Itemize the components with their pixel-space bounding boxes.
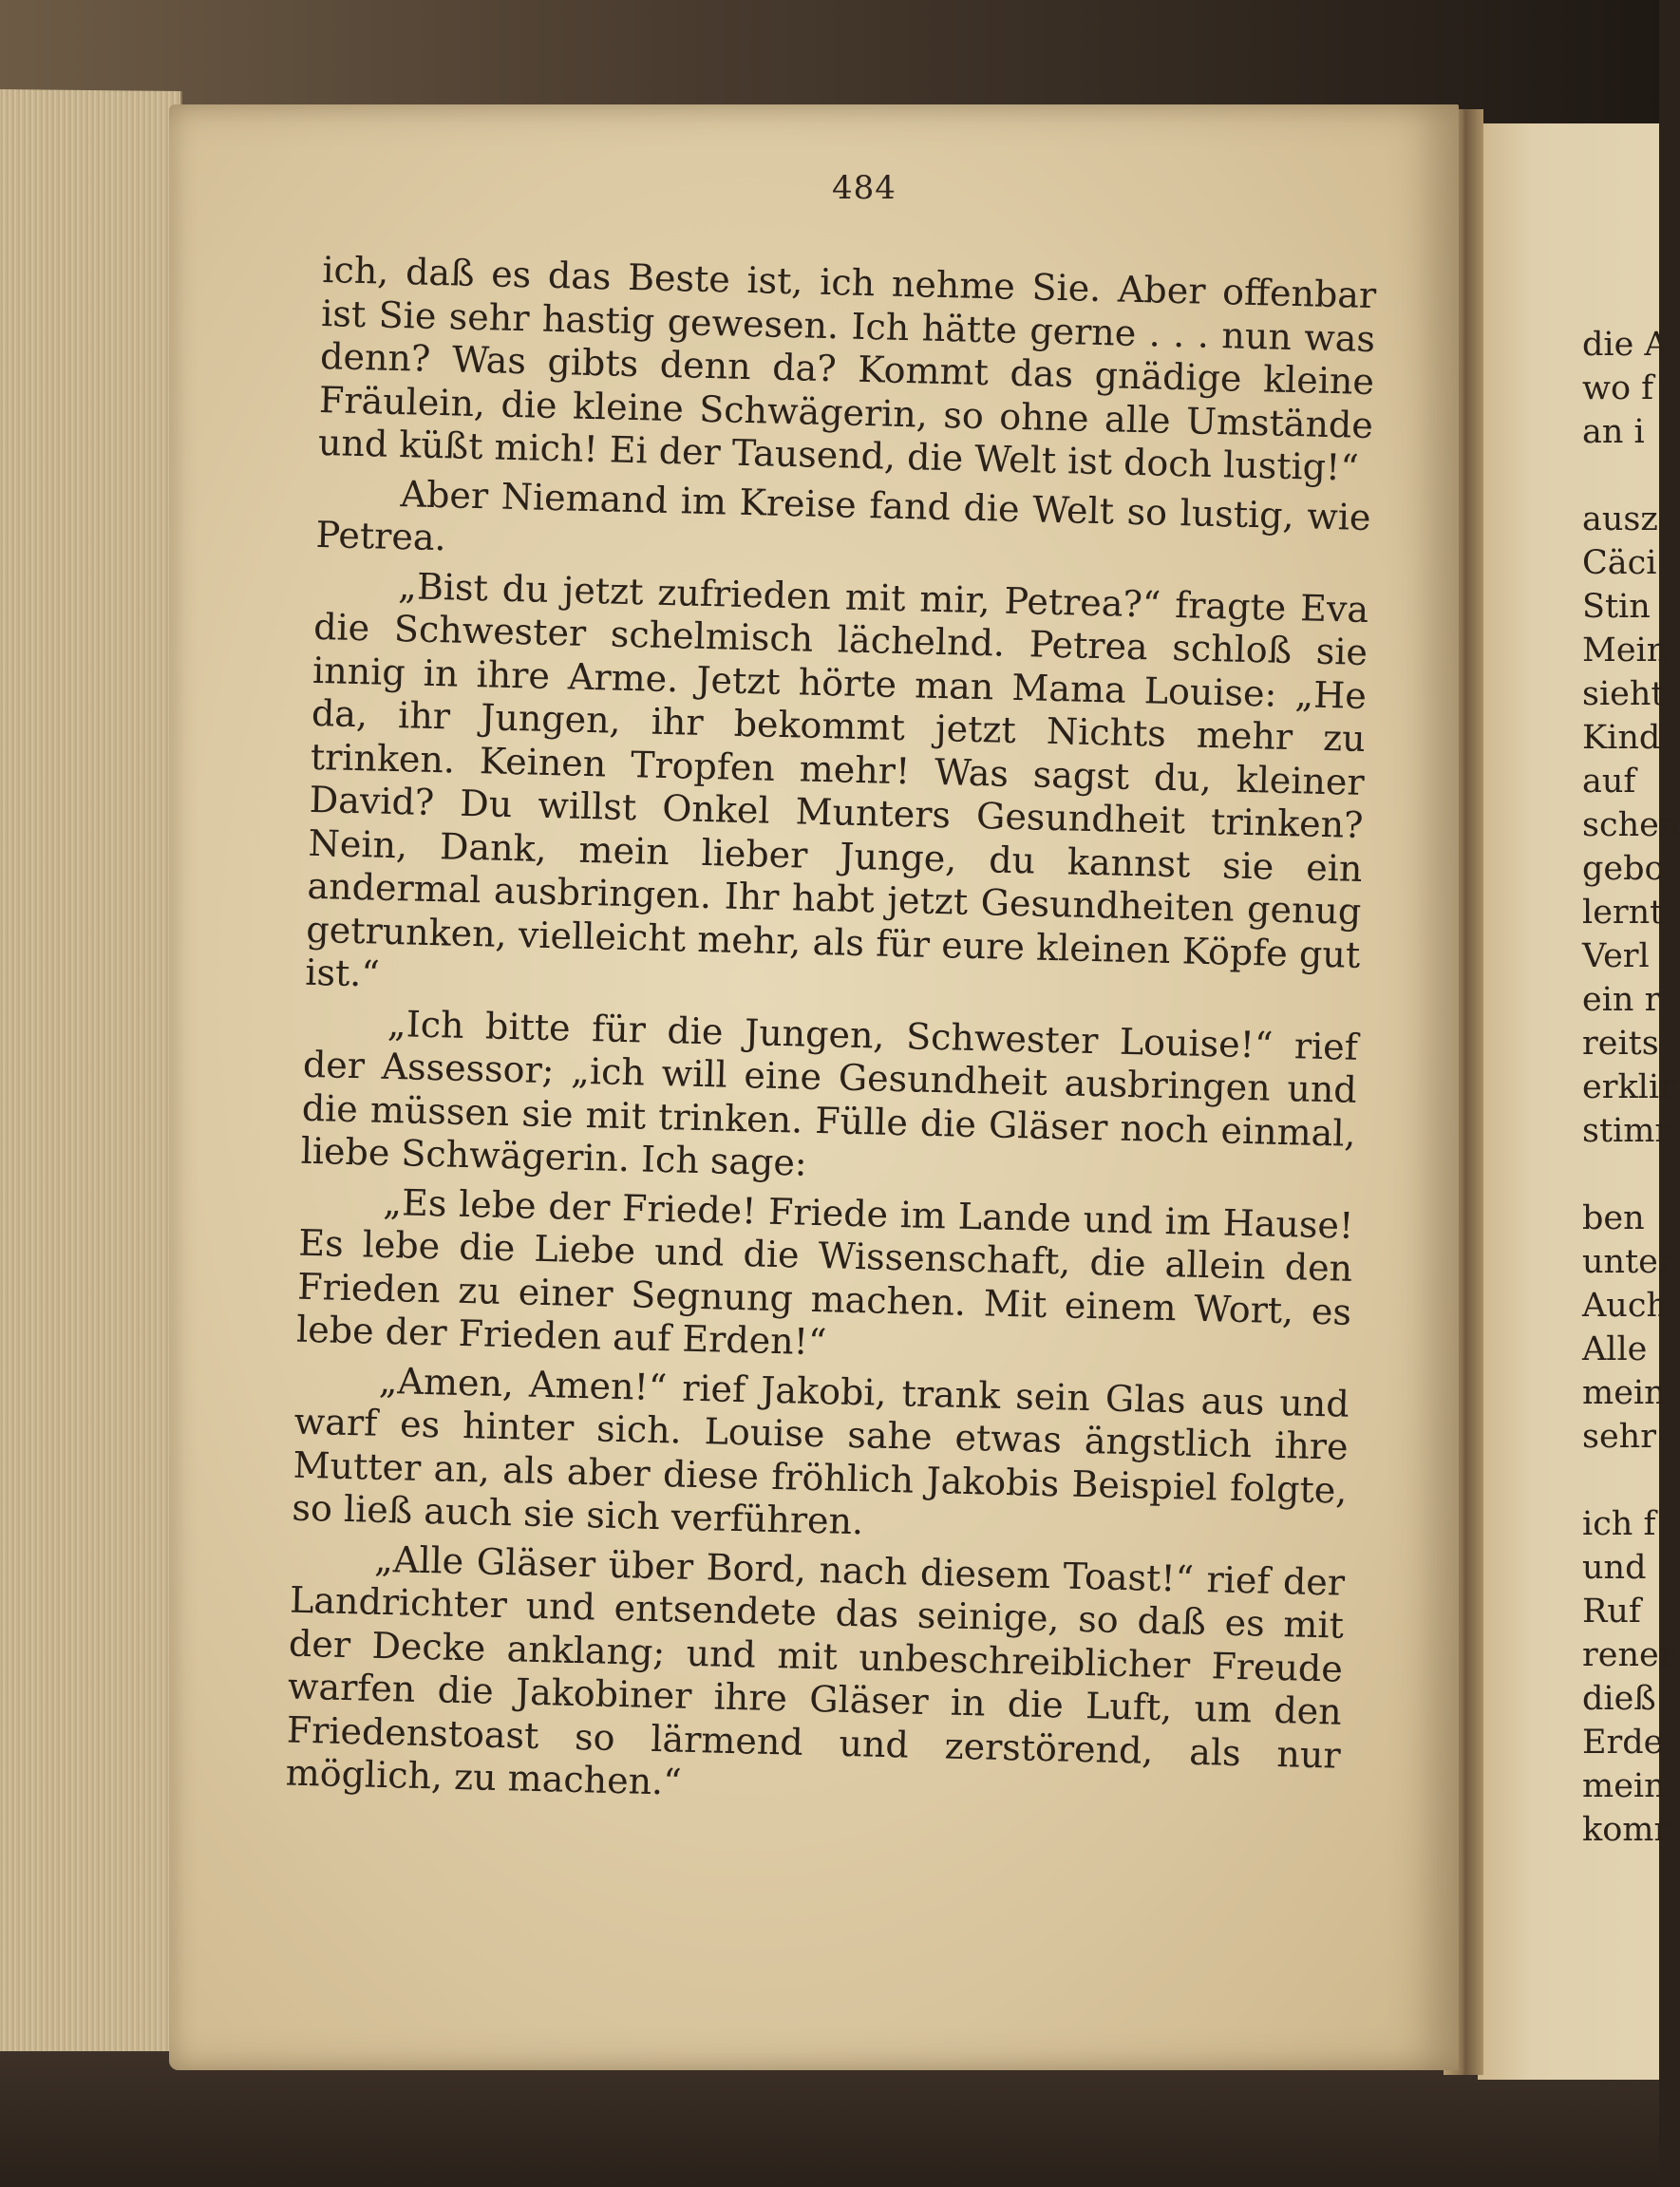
paragraph: ich, daß es das Beste ist, ich nehme Sie. Aber offenbar ist Sie sehr hastig gewesen. Ich hätte gerne . . . nun was denn? Was gibts denn da? Kommt das gnädige kleine Fräulein, die kleine Schwägerin, so ohne alle Umstände und küßt mich! Ei der Tausend, die Welt ist doch lustig!“ <box>317 249 1377 489</box>
facing-line-fragment: Stin <box>1582 588 1651 626</box>
paragraph: „Amen, Amen!“ rief Jakobi, trank sein Glas aus und warf es hinter sich. Louise sahe etwas ängstlich ihre Mutter an, als aber diese fröhlich Jakobis Beispiel folgte, so ließ auch sie sich verführen. <box>292 1359 1350 1543</box>
paragraph: Aber Niemand im Kreise fand die Welt so lustig, wie Petrea. <box>315 472 1371 559</box>
facing-line-fragment: stimr <box>1582 1112 1671 1150</box>
facing-line-fragment: Ruf <box>1582 1593 1641 1631</box>
facing-line-fragment: komr <box>1582 1811 1671 1849</box>
facing-line-fragment: sieht <box>1582 675 1665 713</box>
facing-line-fragment: reits <box>1582 1025 1659 1063</box>
facing-line-fragment: Kind <box>1582 719 1661 757</box>
facing-line-fragment: ausz <box>1582 500 1658 538</box>
page-number: 484 <box>832 169 897 207</box>
facing-line-fragment: schen <box>1582 806 1680 844</box>
paragraph: „Bist du jetzt zufrieden mit mir, Petrea?“ fragte Eva die Schwester schelmisch lächelnd. Petrea schloß sie innig in ihre Arme. Jetzt hörte man Mama Louise: „He da, ihr Jungen, ihr bekommt jetzt Nichts mehr zu trinken. Keinen Tropfen mehr! Was sagst du, kleiner David? Du willst Onkel Munters Gesundheit trinken? Nein, Dank, mein lieber Junge, du kannst sie ein andermal ausbringen. Ihr habt jetzt Gesundheiten genug getrunken, vielleicht mehr, als für eure kleinen Köpfe gut ist.“ <box>304 564 1369 995</box>
facing-line-fragment: mein <box>1582 1767 1666 1805</box>
page-body <box>285 249 1377 1826</box>
facing-line-fragment: lernt <box>1582 894 1664 932</box>
facing-line-fragment: die A <box>1582 326 1669 364</box>
facing-line-fragment: und <box>1582 1549 1647 1587</box>
facing-page-text <box>1582 323 1680 1852</box>
facing-line-fragment <box>1582 1459 1659 1502</box>
facing-line-fragment: Verl <box>1582 937 1650 975</box>
page-edges-stack <box>0 89 182 2123</box>
facing-line-fragment: Cäci <box>1582 544 1657 582</box>
facing-line-fragment: auf <box>1582 763 1636 801</box>
facing-line-fragment: sehr <box>1582 1418 1656 1456</box>
facing-line-fragment: ich f <box>1582 1505 1656 1543</box>
facing-line-fragment: gebo <box>1582 850 1665 888</box>
facing-line-fragment: an i <box>1582 413 1645 451</box>
facing-line-fragment: mein <box>1582 1374 1666 1412</box>
book-cover-bottom <box>0 2051 1659 2187</box>
facing-line-fragment: ein r <box>1582 981 1661 1019</box>
facing-line-fragment: erklir <box>1582 1068 1675 1106</box>
facing-line-fragment: ben <box>1582 1199 1645 1237</box>
facing-line-fragment: wo f <box>1582 369 1654 407</box>
facing-line-fragment: unter <box>1582 1243 1674 1281</box>
facing-line-fragment: Alle <box>1582 1330 1648 1368</box>
facing-line-fragment <box>1582 1153 1659 1197</box>
facing-line-fragment <box>1582 454 1659 498</box>
facing-line-fragment: dieß <box>1582 1680 1656 1718</box>
paragraph: „Alle Gläser über Bord, nach diesem Toast!“ rief der Landrichter und entsendete das seinige, so daß es mit der Decke anklang; und mit unbeschreiblicher Freude warfen die Jakobiner ihre Gläser in die Luft, um den Friedenstoast so lärmend und zerstörend, als nur möglich, zu machen.“ <box>285 1537 1346 1803</box>
facing-line-fragment: Mein <box>1582 632 1669 669</box>
facing-line-fragment: rener <box>1582 1636 1675 1674</box>
facing-line-fragment: Auch <box>1582 1287 1668 1325</box>
facing-line-fragment: Erde <box>1582 1724 1664 1762</box>
paragraph: „Es lebe der Friede! Friede im Lande und im Hause! Es lebe die Liebe und die Wissenschaft, die allein den Frieden zu einer Segnung machen. Mit einem Wort, es lebe der Frieden auf Erden!“ <box>295 1180 1354 1364</box>
paragraph: „Ich bitte für die Jungen, Schwester Louise!“ rief der Assessor; „ich will eine Gesundheit ausbringen und die müssen sie mit trinken. Fülle die Gläser noch einmal, liebe Schwägerin. Ich sage: <box>300 1002 1359 1184</box>
